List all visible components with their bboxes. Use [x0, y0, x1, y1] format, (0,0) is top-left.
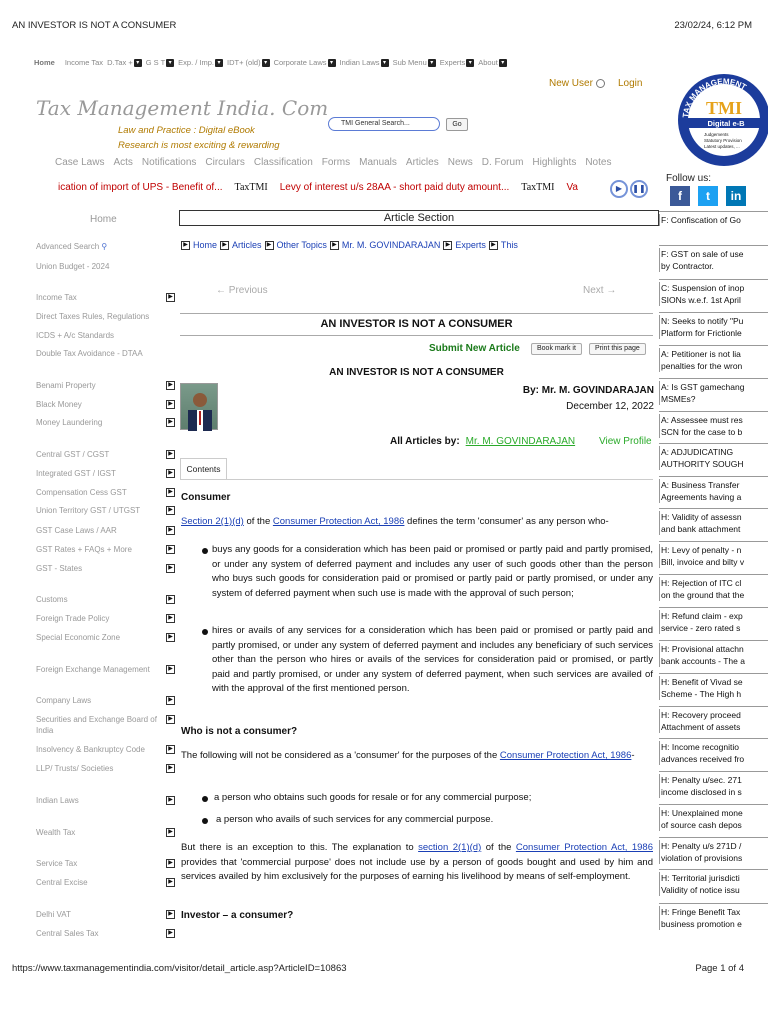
update-item[interactable] — [659, 214, 768, 226]
sidebar-item-gst-case-laws[interactable]: GST Case Laws / AAR — [36, 526, 117, 535]
update-item-line: H: Validity of assessn — [661, 512, 742, 522]
submit-new-article-link[interactable]: Submit New Article — [429, 343, 520, 354]
update-item-line: H: Refund claim - exp — [661, 611, 743, 621]
author-photo — [180, 383, 218, 430]
update-item-line: Attachment of assets — [661, 722, 741, 732]
divider — [659, 607, 768, 608]
nav-d-forum[interactable]: D. Forum — [481, 157, 524, 168]
list-item-buys-goods: buys any goods for a consideration which has been paid or promised or partly paid and partly promised, or under any system of deferred payment and includes any user of such goods other than the person who buys such goods for consideration paid or promised or partly paid or partly promised, or under any system of deferred payment when such use is made with the approval of such person; — [212, 544, 653, 599]
tmi-logo-badge[interactable] — [674, 68, 768, 170]
update-item-line: violation of provisions — [661, 853, 743, 863]
expand-arrow-icon[interactable]: ▶ — [166, 564, 175, 573]
print-url: https://www.taxmanagementindia.com/visitor/detail_article.asp?ArticleID=10863 — [12, 963, 347, 974]
update-item[interactable] — [659, 381, 768, 405]
expand-arrow-icon[interactable]: ▶ — [166, 859, 175, 868]
divider — [659, 211, 768, 212]
nav-circulars[interactable]: Circulars — [205, 157, 245, 168]
divider — [659, 279, 768, 280]
update-item-line: service - zero rated s — [661, 623, 741, 633]
expand-arrow-icon[interactable]: ▶ — [166, 929, 175, 938]
top-nav — [34, 58, 507, 67]
update-item-line: Validity of notice issu — [661, 885, 740, 895]
expand-arrow-icon[interactable]: ▶ — [166, 293, 175, 302]
section-link[interactable]: section 2(1)(d) — [418, 842, 482, 853]
divider — [659, 508, 768, 509]
sidebar-item-igst[interactable]: Integrated GST / IGST — [36, 469, 116, 478]
twitter-icon[interactable]: t — [698, 186, 718, 206]
update-item[interactable] — [659, 709, 768, 733]
all-articles-by: All Articles by: Mr. M. GOVINDARAJAN — [390, 436, 576, 447]
expand-arrow-icon[interactable]: ▶ — [166, 469, 175, 478]
svg-text:Latest updates, ...: Latest updates, ... — [704, 144, 740, 149]
svg-text:TMI: TMI — [706, 98, 742, 118]
expand-arrow-icon[interactable]: ▶ — [166, 506, 175, 515]
follow-us-label: Follow us: — [666, 173, 712, 184]
divider — [659, 804, 768, 805]
update-item-line: penalties for the wron — [661, 361, 743, 371]
bullet-arrow-icon: ▶ — [443, 241, 452, 250]
chevron-down-icon: ▾ — [215, 59, 223, 67]
expand-arrow-icon[interactable]: ▶ — [166, 545, 175, 554]
update-item-line: AUTHORITY SOUGH — [661, 459, 744, 469]
expand-arrow-icon[interactable]: ▶ — [166, 526, 175, 535]
top-nav-dtax[interactable]: D.Tax + ▾ — [107, 58, 142, 67]
expand-arrow-icon[interactable]: ▶ — [166, 745, 175, 754]
nav-forms[interactable]: Forms — [321, 157, 351, 168]
bullet-arrow-icon: ▶ — [489, 241, 498, 250]
update-item-line: and bank attachment — [661, 524, 741, 534]
sidebar-item-sebi[interactable]: Securities and Exchange Board of — [36, 715, 157, 724]
divider — [659, 378, 768, 379]
tagline-2: Research is most exciting & rewarding — [118, 140, 280, 151]
divider — [659, 903, 768, 904]
top-nav-exp-imp[interactable]: Exp. / Imp. ▾ — [178, 58, 223, 67]
previous-link[interactable]: ← Previous — [216, 285, 268, 296]
expand-arrow-icon[interactable]: ▶ — [166, 796, 175, 805]
divider — [659, 640, 768, 641]
update-item-line: C: Suspension of inop — [661, 283, 745, 293]
update-item[interactable] — [659, 840, 768, 864]
expand-arrow-icon[interactable]: ▶ — [166, 828, 175, 837]
print-page-title: AN INVESTOR IS NOT A CONSUMER — [12, 20, 177, 31]
magnifier-icon: ⚲ — [101, 242, 108, 251]
nav-articles[interactable]: Articles — [405, 157, 439, 168]
sidebar-item-cgst[interactable]: Central GST / CGST — [36, 450, 110, 459]
top-nav-idt[interactable]: IDT+ (old) ▾ — [227, 58, 270, 67]
update-item-line: H: Provisional attachn — [661, 644, 744, 654]
facebook-icon[interactable]: f — [670, 186, 690, 206]
nav-news[interactable]: News — [447, 157, 473, 168]
update-item-line: of source cash depos — [661, 820, 742, 830]
sidebar-item-advanced-search[interactable]: Advanced Search ⚲ — [36, 242, 108, 251]
update-item-line: SIONs w.e.f. 1st April — [661, 295, 741, 305]
bullet-icon — [202, 796, 208, 802]
tab-contents[interactable]: Contents — [180, 458, 227, 480]
expand-arrow-icon[interactable]: ▶ — [166, 633, 175, 642]
search-input[interactable]: TMI General Search... — [328, 117, 440, 131]
update-item-line: advances received fro — [661, 754, 745, 764]
update-item-line: SCN for the case to b — [661, 427, 743, 437]
update-item[interactable] — [659, 414, 768, 438]
bullet-icon — [202, 629, 208, 635]
ticker-brand: TaxTMI — [521, 182, 555, 193]
chevron-down-icon: ▾ — [166, 59, 174, 67]
divider — [659, 541, 768, 542]
nav-notifications[interactable]: Notifications — [141, 157, 197, 168]
update-item[interactable] — [659, 741, 768, 765]
breadcrumb — [181, 240, 518, 250]
sidebar-item-income-tax[interactable]: Income Tax — [36, 293, 77, 302]
update-item-line: F: Confiscation of Go — [661, 215, 741, 225]
update-item-line: A: ADJUDICATING — [661, 447, 734, 457]
sidebar-item-gst-rates[interactable]: GST Rates + FAQs + More — [36, 545, 132, 554]
update-item[interactable] — [659, 643, 768, 667]
nav-manuals[interactable]: Manuals — [359, 157, 397, 168]
sidebar-item-llp[interactable]: LLP/ Trusts/ Societies — [36, 764, 114, 773]
breadcrumb-experts[interactable]: Experts — [455, 240, 486, 250]
update-item-line: H: Fringe Benefit Tax — [661, 907, 741, 917]
top-nav-income-tax[interactable]: Income Tax — [64, 58, 104, 67]
update-item[interactable] — [659, 807, 768, 831]
update-item-line: A: Business Transfer — [661, 480, 740, 490]
update-item[interactable] — [659, 511, 768, 535]
sidebar-item-money-laundering[interactable]: Money Laundering — [36, 418, 103, 427]
sidebar-item-company-laws[interactable]: Company Laws — [36, 696, 92, 705]
sidebar-home[interactable]: Home — [90, 214, 117, 225]
bullet-arrow-icon: ▶ — [220, 241, 229, 250]
divider — [659, 411, 768, 412]
sidebar-item-indian-laws[interactable]: Indian Laws — [36, 796, 79, 805]
breadcrumb-this[interactable]: This — [500, 240, 518, 250]
update-item[interactable] — [659, 446, 768, 470]
divider — [180, 335, 653, 336]
chevron-down-icon: ▾ — [328, 59, 336, 67]
sidebar-item-utgst[interactable]: Union Territory GST / UTGST — [36, 506, 141, 515]
top-nav-sub-menu[interactable]: Sub Menu ▾ — [393, 58, 436, 67]
act-link[interactable]: Consumer Protection Act, 1986 — [499, 750, 632, 761]
sidebar-item-central-excise[interactable]: Central Excise — [36, 878, 88, 887]
top-nav-indian-laws[interactable]: Indian Laws ▾ — [340, 58, 389, 67]
search-go-button[interactable]: Go — [446, 118, 468, 131]
sidebar-item-wealth-tax[interactable]: Wealth Tax — [36, 828, 76, 837]
heading-investor: Investor – a consumer? — [181, 910, 294, 921]
author-byline: By: Mr. M. GOVINDARAJAN — [522, 385, 654, 396]
sidebar-item-sez[interactable]: Special Economic Zone — [36, 633, 121, 642]
expand-arrow-icon[interactable]: ▶ — [166, 910, 175, 919]
update-item-line: Platform for Frictionle — [661, 328, 742, 338]
sidebar-item-benami[interactable]: Benami Property — [36, 381, 96, 390]
article-title: AN INVESTOR IS NOT A CONSUMER — [320, 318, 513, 330]
update-item-line: on the ground that the — [661, 590, 745, 600]
sidebar-item-dtaa[interactable]: Double Tax Avoidance - DTAA — [36, 349, 143, 358]
update-item[interactable] — [659, 676, 768, 700]
paragraph-2: The following will not be considered as a 'consumer' for the purposes of the Consumer Protection Act, 1986- — [181, 750, 635, 761]
chevron-down-icon: ▾ — [499, 59, 507, 67]
print-page-number: Page 1 of 4 — [695, 963, 744, 974]
svg-text:Digital e-B: Digital e-B — [707, 119, 745, 128]
expand-arrow-icon[interactable]: ▶ — [166, 696, 175, 705]
nav-highlights[interactable]: Highlights — [532, 157, 577, 168]
divider — [659, 673, 768, 674]
update-item-line: Bill, invoice and bilty v — [661, 557, 745, 567]
divider — [659, 245, 768, 246]
tagline-1: Law and Practice : Digital eBook — [118, 125, 255, 136]
divider — [180, 313, 653, 314]
divider — [659, 771, 768, 772]
nav-classification[interactable]: Classification — [253, 157, 313, 168]
login-link[interactable]: Login — [618, 78, 643, 89]
top-nav-experts[interactable]: Experts ▾ — [440, 58, 474, 67]
paragraph-1: Section 2(1)(d) of the Consumer Protection Act, 1986 defines the term 'consumer' as any person who- — [181, 516, 609, 527]
update-item-line: H: Unexplained mone — [661, 808, 743, 818]
chevron-down-icon: ▾ — [262, 59, 270, 67]
new-user-link[interactable]: New User — [549, 78, 605, 89]
gear-icon — [596, 79, 605, 88]
sidebar-item-cst[interactable]: Central Sales Tax — [36, 929, 99, 938]
nav-notes[interactable]: Notes — [585, 157, 612, 168]
sidebar-item-icds[interactable]: ICDS + A/c Standards — [36, 331, 115, 340]
update-item-line: A: Petitioner is not lia — [661, 349, 741, 359]
nav-acts[interactable]: Acts — [113, 157, 133, 168]
update-item-line: H: Penalty u/sec. 271 — [661, 775, 742, 785]
divider — [659, 345, 768, 346]
update-item-line: Agreements having a — [661, 492, 742, 502]
expand-arrow-icon[interactable]: ▶ — [166, 665, 175, 674]
sidebar-item-delhi-vat[interactable]: Delhi VAT — [36, 910, 71, 919]
ticker-brand: TaxTMI — [234, 182, 268, 193]
divider — [659, 312, 768, 313]
update-item-line: bank accounts - The a — [661, 656, 745, 666]
update-item-line: income disclosed in s — [661, 787, 742, 797]
expand-arrow-icon[interactable]: ▶ — [166, 764, 175, 773]
update-item-line: by Contractor. — [661, 261, 714, 271]
sidebar-item-customs[interactable]: Customs — [36, 595, 68, 604]
act-link[interactable]: Consumer Protection Act, 1986 — [515, 842, 653, 853]
sidebar-item-direct-taxes-rules[interactable]: Direct Taxes Rules, Regulations — [36, 312, 150, 321]
expand-arrow-icon[interactable]: ▶ — [166, 450, 175, 459]
update-item-line: H: Recovery proceed — [661, 710, 741, 720]
paragraph-3: But there is an exception to this. The explanation to section 2(1)(d) of the Consumer Protection Act, 1986 provides that 'commercial purpose' does not include use by a person of goods bought and used by him and services availed by him exclusively for the purposes of earning his livelihood by means of self-employment. — [181, 842, 653, 882]
update-item[interactable] — [659, 577, 768, 601]
list-item-hires-services: hires or avails of any services for a consideration which has been paid or promised or partly paid and partly promised, or under any system of deferred payment and includes any beneficiary of such services other than the person who hires or avails of the services for consideration paid or promised, or partly paid and partly promised, or under any system of deferred payment, when such services are availed of with the approval of the first mentioned person. — [212, 625, 653, 694]
linkedin-icon[interactable]: in — [726, 186, 746, 206]
divider — [659, 738, 768, 739]
update-item[interactable] — [659, 906, 768, 930]
update-item-line: A: Assessee must res — [661, 415, 743, 425]
section-link[interactable]: Section 2(1)(d) — [181, 516, 244, 527]
ticker-item[interactable]: Levy of interest u/s 28AA - short paid duty amount... — [279, 182, 510, 193]
bullet-icon — [202, 818, 208, 824]
update-item[interactable] — [659, 315, 768, 339]
article-date: December 12, 2022 — [566, 401, 654, 412]
breadcrumb-home[interactable]: Home — [193, 240, 218, 250]
chevron-down-icon: ▾ — [428, 59, 436, 67]
expand-arrow-icon[interactable]: ▶ — [166, 595, 175, 604]
divider — [659, 476, 768, 477]
divider — [659, 706, 768, 707]
bullet-arrow-icon: ▶ — [181, 241, 190, 250]
update-item-line: H: Income recognitio — [661, 742, 739, 752]
update-item-line: H: Levy of penalty - n — [661, 545, 742, 555]
expand-arrow-icon[interactable]: ▶ — [166, 878, 175, 887]
update-item-line: F: GST on sale of use — [661, 249, 744, 259]
print-page-button[interactable]: Print this page — [589, 343, 646, 355]
news-ticker — [58, 182, 578, 193]
svg-text:Judgements: Judgements — [704, 132, 729, 137]
breadcrumb-other-topics[interactable]: Other Topics — [276, 240, 327, 250]
update-item-line: H: Rejection of ITC cl — [661, 578, 742, 588]
list-item-resale: a person who obtains such goods for resale or for any commercial purpose; — [214, 792, 532, 803]
update-item-line: N: Seeks to notify "Pu — [661, 316, 744, 326]
bullet-icon — [202, 548, 208, 554]
sidebar-item-union-budget[interactable]: Union Budget - 2024 — [36, 262, 110, 271]
expand-arrow-icon[interactable]: ▶ — [166, 614, 175, 623]
bullet-arrow-icon: ▶ — [330, 241, 339, 250]
update-item-line: MSMEs? — [661, 394, 696, 404]
nav-case-laws[interactable]: Case Laws — [55, 157, 105, 168]
update-item-line: A: Is GST gamechang — [661, 382, 745, 392]
act-link[interactable]: Consumer Protection Act, 1986 — [272, 516, 405, 527]
article-section-header: Article Section — [179, 210, 659, 226]
top-nav-home[interactable]: Home — [34, 58, 55, 67]
chevron-down-icon: ▾ — [466, 59, 474, 67]
print-datetime: 23/02/24, 6:12 PM — [674, 20, 752, 31]
ticker-item[interactable]: ication of import of UPS - Benefit of... — [58, 182, 223, 193]
sidebar-item-sebi-india[interactable]: India — [36, 726, 54, 735]
sidebar-item-gst-states[interactable]: GST - States — [36, 564, 83, 573]
update-item[interactable] — [659, 544, 768, 568]
update-item[interactable] — [659, 872, 768, 896]
main-nav — [55, 157, 611, 168]
expand-arrow-icon[interactable]: ▶ — [166, 381, 175, 390]
breadcrumb-articles[interactable]: Articles — [232, 240, 262, 250]
ticker-play-icon[interactable]: ▶ — [610, 180, 628, 198]
heading-not-consumer: Who is not a consumer? — [181, 726, 298, 737]
update-item-line: Scheme - The High h — [661, 689, 742, 699]
expand-arrow-icon[interactable]: ▶ — [166, 400, 175, 409]
update-item-line: business promotion e — [661, 919, 742, 929]
bookmark-button[interactable]: Book mark it — [531, 343, 582, 355]
update-item-line: H: Benefit of Vivad se — [661, 677, 743, 687]
author-articles-link[interactable]: Mr. M. GOVINDARAJAN — [465, 436, 576, 447]
update-item[interactable] — [659, 479, 768, 503]
chevron-down-icon: ▾ — [381, 59, 389, 67]
bullet-arrow-icon: ▶ — [265, 241, 274, 250]
ticker-item[interactable]: Va — [566, 182, 578, 193]
svg-text:TAX MANAGEMENT: TAX MANAGEMENT — [681, 76, 748, 119]
update-item[interactable] — [659, 248, 768, 272]
update-item-line: H: Penalty u/s 271D / — [661, 841, 742, 851]
view-profile-link[interactable]: View Profile — [599, 436, 652, 447]
list-item-commercial-services: a person who avails of such services for any commercial purpose. — [216, 814, 494, 825]
sidebar-item-black-money[interactable]: Black Money — [36, 400, 82, 409]
sidebar-item-compensation-cess[interactable]: Compensation Cess GST — [36, 488, 127, 497]
article-subtitle: AN INVESTOR IS NOT A CONSUMER — [329, 367, 504, 378]
update-item[interactable] — [659, 774, 768, 798]
sidebar-item-fema[interactable]: Foreign Exchange Management — [36, 665, 150, 674]
expand-arrow-icon[interactable]: ▶ — [166, 488, 175, 497]
next-link[interactable]: Next → — [583, 285, 617, 296]
heading-consumer: Consumer — [181, 492, 231, 503]
update-item[interactable] — [659, 282, 768, 306]
update-item[interactable] — [659, 348, 768, 372]
expand-arrow-icon[interactable]: ▶ — [166, 715, 175, 724]
svg-text:Statutory Provision: Statutory Provision — [704, 138, 742, 143]
sidebar-item-foreign-trade[interactable]: Foreign Trade Policy — [36, 614, 110, 623]
divider — [659, 574, 768, 575]
tab-divider — [180, 479, 653, 480]
divider — [659, 837, 768, 838]
chevron-down-icon: ▾ — [134, 59, 142, 67]
sidebar-item-service-tax[interactable]: Service Tax — [36, 859, 78, 868]
divider — [659, 443, 768, 444]
sidebar-item-ibc[interactable]: Insolvency & Bankruptcy Code — [36, 745, 145, 754]
update-item-line: H: Territorial jurisdicti — [661, 873, 740, 883]
update-item[interactable] — [659, 610, 768, 634]
site-title[interactable]: Tax Management India. Com — [36, 96, 329, 120]
top-nav-gst[interactable]: G S T ▾ — [146, 58, 174, 67]
expand-arrow-icon[interactable]: ▶ — [166, 418, 175, 427]
divider — [659, 869, 768, 870]
ticker-pause-icon[interactable]: ❚❚ — [630, 180, 648, 198]
top-nav-corporate-laws[interactable]: Corporate Laws ▾ — [274, 58, 336, 67]
breadcrumb-author[interactable]: Mr. M. GOVINDARAJAN — [341, 240, 441, 250]
top-nav-about[interactable]: About ▾ — [478, 58, 507, 67]
